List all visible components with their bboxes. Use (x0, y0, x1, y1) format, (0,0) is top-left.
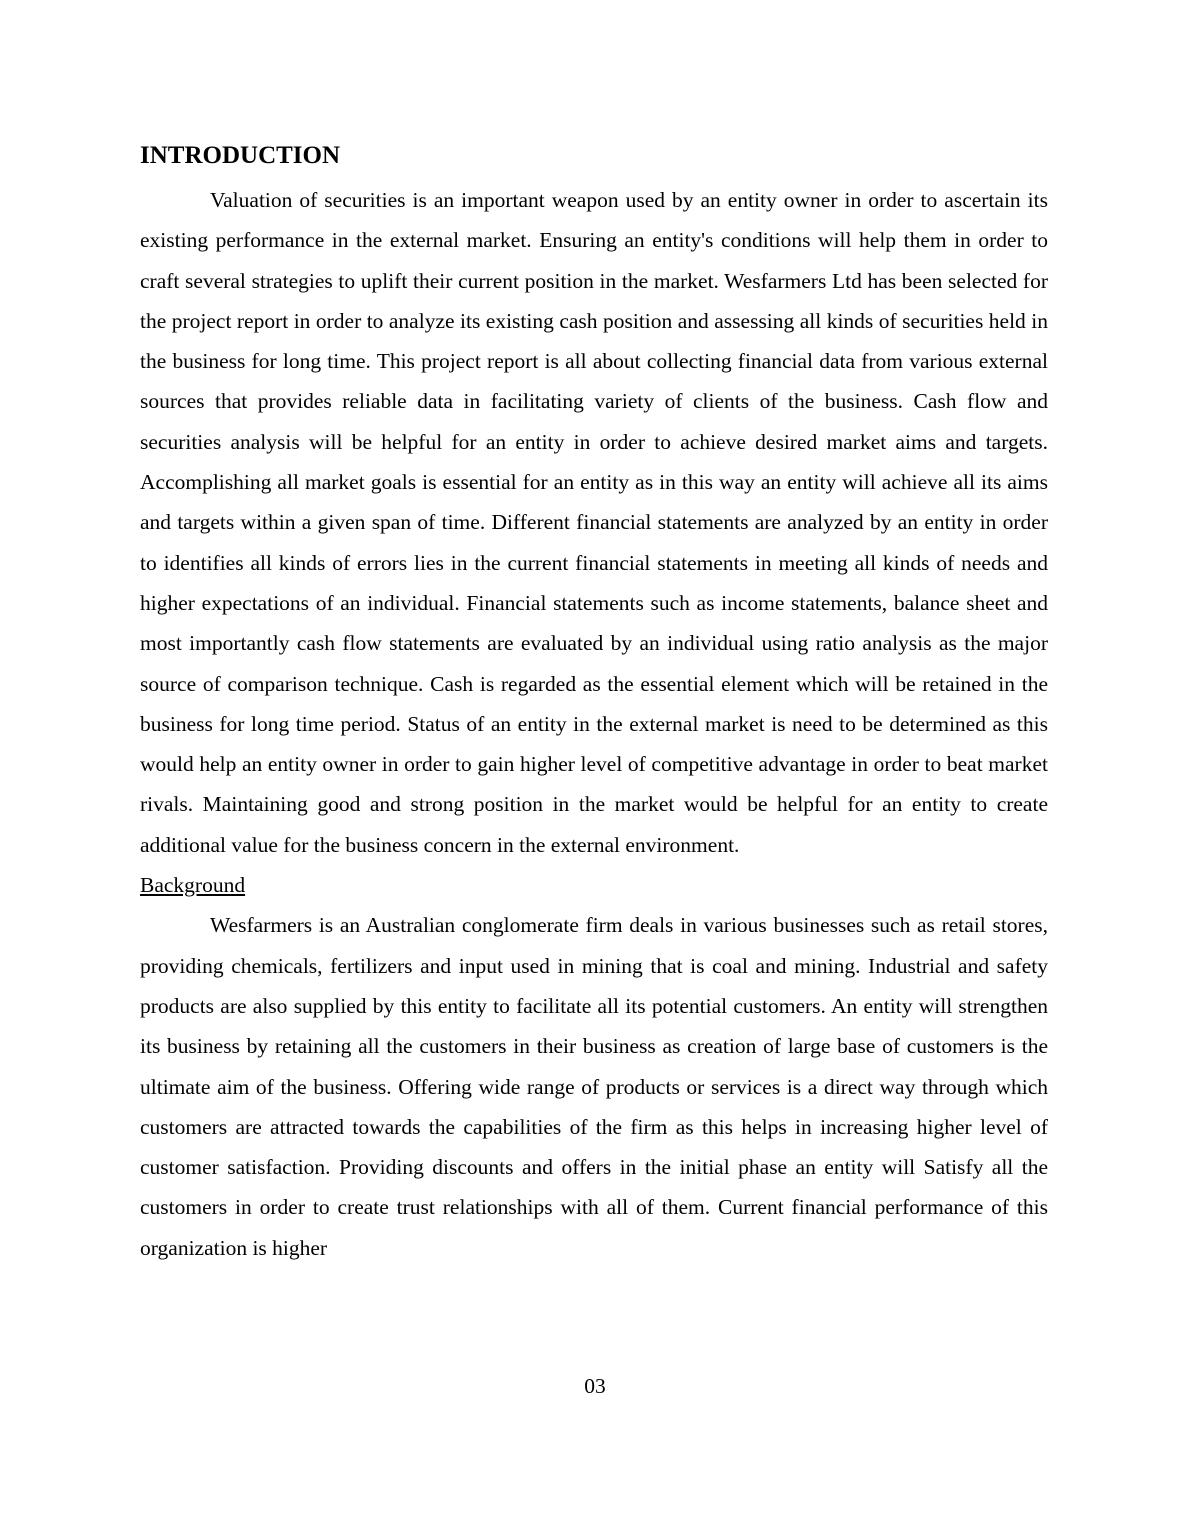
background-paragraph: Wesfarmers is an Australian conglomerate firm deals in various businesses such as retail stores, providing chemicals, fertilizers and input used in mining that is coal and mining. Industrial and safety products are also supplied by this entity to facilitate all its potential customers. An entity will strengthen its business by retaining all the customers in their business as creation of large base of customers is the ultimate aim of the business. Offering wide range of products or services is a direct way through which customers are attracted towards the capabilities of the firm as this helps in increasing higher level of customer satisfaction. Providing discounts and offers in the initial phase an entity will Satisfy all the customers in order to create trust relationships with all of them. Current financial performance of this organization is higher (140, 913, 1048, 1260)
page-content (140, 138, 1048, 1268)
intro-paragraph: Valuation of securities is an important weapon used by an entity owner in order to ascertain its existing performance in the external market. Ensuring an entity's conditions will help them in order to craft several strategies to uplift their current position in the market. Wesfarmers Ltd has been selected for the project report in order to analyze its existing cash position and assessing all kinds of securities held in the business for long time. This project report is all about collecting financial data from various external sources that provides reliable data in facilitating variety of clients of the business. Cash flow and securities analysis will be helpful for an entity in order to achieve desired market aims and targets. Accomplishing all market goals is essential for an entity as in this way an entity will achieve all its aims and targets within a given span of time. Different financial statements are analyzed by an entity in order to identifies all kinds of errors lies in the current financial statements in meeting all kinds of needs and higher expectations of an individual. Financial statements such as income statements, balance sheet and most importantly cash flow statements are evaluated by an individual using ratio analysis as the major source of comparison technique. Cash is regarded as the essential element which will be retained in the business for long time period. Status of an entity in the external market is need to be determined as this would help an entity owner in order to gain higher level of competitive advantage in order to beat market rivals. Maintaining good and strong position in the market would be helpful for an entity to create additional value for the business concern in the external environment. (140, 188, 1048, 857)
section-heading: INTRODUCTION (140, 142, 341, 169)
background-subheading: Background (140, 873, 246, 898)
page-number: 03 (584, 1374, 606, 1398)
